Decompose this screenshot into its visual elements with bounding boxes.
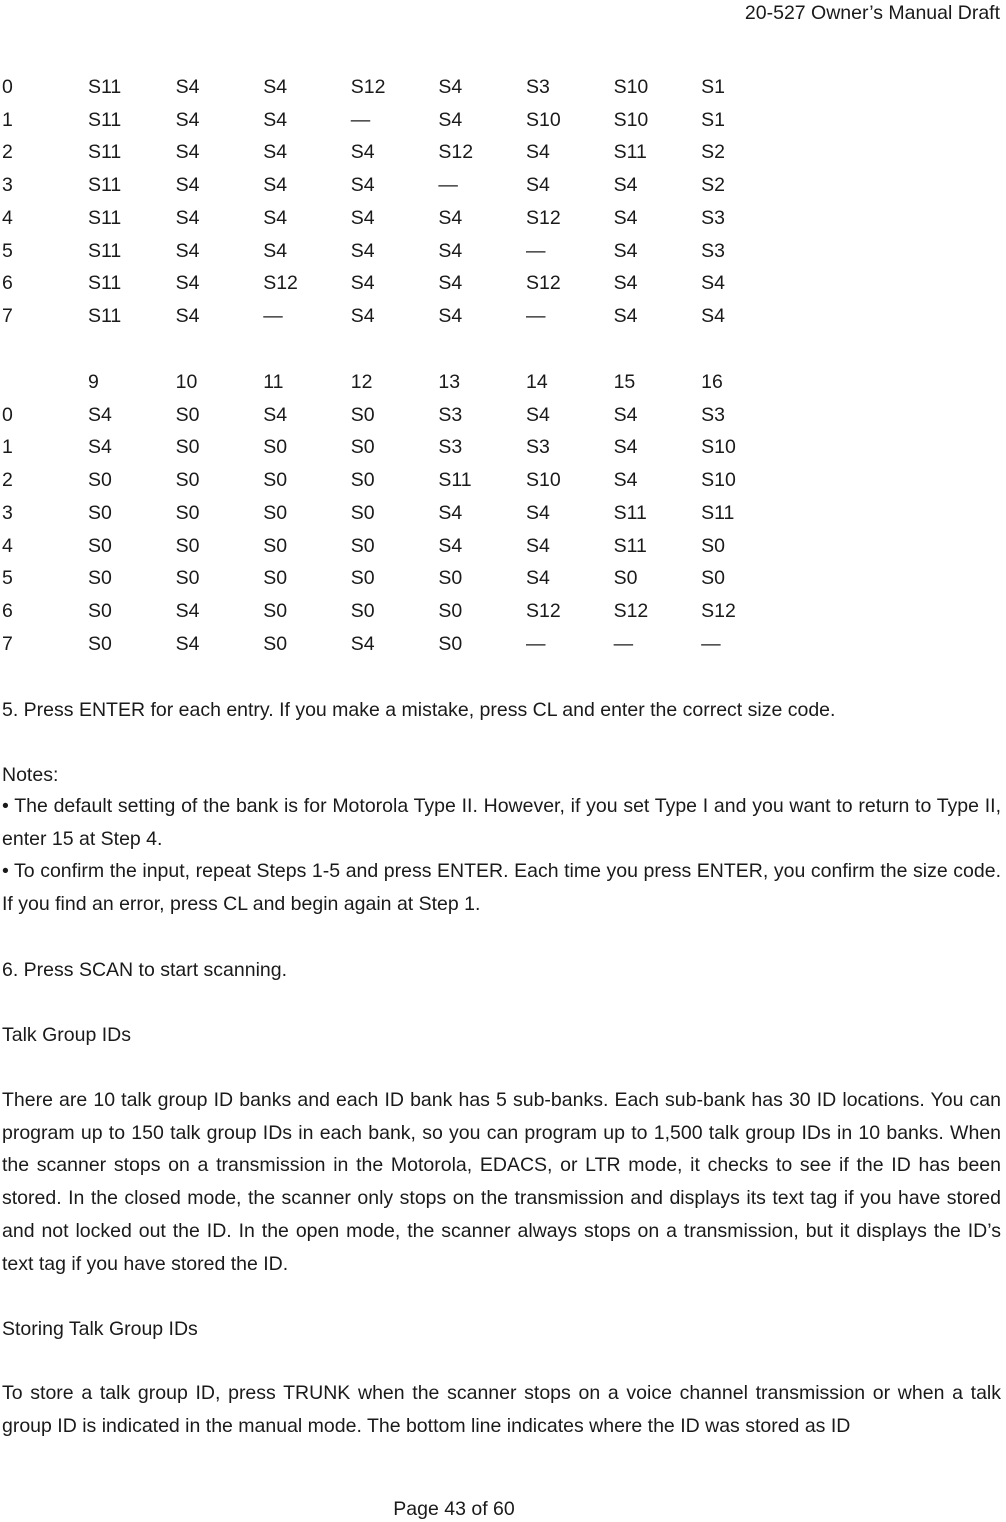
- table-cell: S3: [525, 436, 550, 459]
- table-cell: S4: [525, 403, 550, 426]
- row-label: 0: [2, 76, 13, 98]
- table-cell: —: [613, 632, 634, 655]
- column-header: 12: [350, 371, 373, 393]
- table-cell: S4: [613, 272, 638, 295]
- table-row: [2, 202, 789, 235]
- table-cell: S4: [613, 304, 638, 327]
- table-row: [2, 464, 789, 497]
- table-cell: S0: [263, 436, 288, 459]
- table-cell: S0: [263, 501, 288, 524]
- table-cell: S4: [613, 436, 638, 459]
- table-cell: S11: [88, 206, 122, 229]
- table-cell: S1: [701, 108, 726, 131]
- table-cell: S0: [701, 567, 726, 590]
- table-cell: S11: [88, 141, 122, 164]
- table-cell: S0: [88, 469, 112, 492]
- table-cell: S11: [613, 501, 647, 524]
- table-cell: S4: [525, 534, 550, 557]
- table-cell: S4: [175, 141, 200, 164]
- table-cell: S3: [438, 436, 463, 459]
- talk-group-heading: Talk Group IDs: [2, 1024, 131, 1046]
- table-cell: —: [525, 304, 546, 327]
- table-row: [2, 300, 789, 333]
- table-cell: S4: [263, 76, 288, 98]
- table-cell: S4: [175, 174, 200, 197]
- table-cell: —: [438, 174, 458, 197]
- table-cell: S4: [438, 239, 463, 262]
- table-cell: S0: [613, 567, 638, 590]
- table-cell: S12: [525, 599, 561, 622]
- table-cell: S10: [701, 436, 736, 459]
- table-cell: S0: [350, 599, 375, 622]
- row-label: 5: [2, 567, 13, 590]
- table-cell: S4: [350, 206, 375, 229]
- table-cell: S4: [438, 501, 463, 524]
- table-cell: S3: [438, 403, 463, 426]
- table-row: [2, 562, 789, 595]
- table-cell: S4: [525, 567, 550, 590]
- table-cell: S10: [525, 469, 561, 492]
- table-cell: S0: [350, 567, 375, 590]
- table-cell: S12: [263, 272, 298, 295]
- talk-group-body: There are 10 talk group ID banks and each ID bank has 5 sub-banks. Each sub-bank has 30 ID locations. You can program up to 150 talk group IDs in each bank, so you can program up to 1,500 talk group IDs in 10 banks. When the scanner stops on a transmission in the Motorola, EDACS, or LTR mode, it checks to see if the ID has been stored. In the closed mode, the scanner only stops on the transmission and displays its text tag if you have stored and not locked out the ID. In the open mode, the scanner always stops on a transmission, but it displays the ID’s text tag if you have stored the ID.: [2, 1089, 1001, 1275]
- table-cell: S12: [350, 76, 386, 98]
- table-cell: S12: [525, 272, 561, 295]
- row-label: 6: [2, 599, 13, 622]
- table-cell: S0: [263, 534, 288, 557]
- table-cell: S10: [525, 108, 561, 131]
- table-cell: S0: [438, 599, 463, 622]
- column-header: 15: [613, 371, 636, 393]
- table-row: [2, 431, 789, 464]
- table-cell: S4: [613, 469, 638, 492]
- table-cell: S0: [350, 403, 375, 426]
- table-cell: —: [263, 304, 283, 327]
- table-cell: S4: [525, 141, 550, 164]
- table-cell: S0: [175, 501, 200, 524]
- document-header: 20-527 Owner’s Manual Draft: [744, 2, 1000, 24]
- table-cell: S4: [350, 141, 375, 164]
- column-header: 9: [88, 371, 99, 393]
- table-cell: S4: [613, 174, 638, 197]
- table-cell: S4: [525, 501, 550, 524]
- table-cell: S4: [438, 534, 463, 557]
- table-row: [2, 104, 789, 137]
- table-row: [2, 530, 789, 563]
- table-cell: S0: [263, 469, 288, 492]
- table-cell: S11: [701, 501, 735, 524]
- row-label: 1: [2, 108, 13, 131]
- table-cell: S4: [701, 304, 726, 327]
- table-cell: S0: [350, 501, 375, 524]
- table-cell: S3: [701, 403, 726, 426]
- table-cell: S4: [88, 436, 112, 459]
- table-cell: S11: [88, 304, 122, 327]
- storing-body: To store a talk group ID, press TRUNK when the scanner stops on a voice channel transmission or when a talk group ID is indicated in the manual mode. The bottom line indicates where the ID was stored as ID: [2, 1382, 1001, 1437]
- table-row: [2, 136, 789, 169]
- notes-heading: Notes:: [2, 764, 59, 786]
- table-cell: S2: [701, 141, 726, 164]
- row-label: 2: [2, 141, 13, 164]
- table-cell: —: [350, 108, 371, 131]
- table-cell: S0: [263, 567, 288, 590]
- table-cell: S0: [88, 534, 112, 557]
- column-header: 14: [525, 371, 548, 393]
- size-code-table-upper: [2, 71, 789, 333]
- table-cell: S11: [88, 272, 122, 295]
- table-row: [2, 169, 789, 202]
- table-cell: S10: [613, 76, 649, 98]
- table-cell: S11: [88, 76, 122, 98]
- page-number: Page 43 of 60: [393, 1498, 515, 1520]
- table-cell: S0: [438, 632, 463, 655]
- table-cell: S0: [88, 567, 112, 590]
- table-header-row: [2, 366, 789, 399]
- table-cell: S0: [438, 567, 463, 590]
- table-cell: S2: [701, 174, 726, 197]
- step-5-text: 5. Press ENTER for each entry. If you make a mistake, press CL and enter the correct size code.: [2, 699, 836, 721]
- table-cell: S11: [613, 141, 647, 164]
- table-cell: S4: [175, 76, 200, 98]
- table-cell: S4: [263, 174, 288, 197]
- table-cell: S4: [350, 239, 375, 262]
- table-cell: S4: [263, 239, 288, 262]
- row-label: 4: [2, 534, 13, 557]
- row-label: 3: [2, 501, 13, 524]
- row-label: 4: [2, 206, 13, 229]
- table-cell: S0: [175, 436, 200, 459]
- table-cell: —: [525, 632, 546, 655]
- table-row: [2, 628, 789, 661]
- table-cell: S0: [350, 534, 375, 557]
- table-cell: S4: [350, 304, 375, 327]
- table-cell: S11: [88, 239, 122, 262]
- table-cell: S0: [175, 469, 200, 492]
- table-row: [2, 399, 789, 432]
- table-cell: S4: [175, 206, 200, 229]
- column-header: 10: [175, 371, 198, 393]
- row-label: 1: [2, 436, 13, 459]
- table-row: [2, 595, 789, 628]
- table-cell: S4: [438, 76, 463, 98]
- table-cell: S4: [263, 141, 288, 164]
- table-cell: S4: [613, 403, 638, 426]
- table-cell: S12: [613, 599, 649, 622]
- note-2: • To confirm the input, repeat Steps 1-5 and press ENTER. Each time you press ENTER, you confirm the size code. If you find an error, press CL and begin again at Step 1.: [2, 860, 1001, 915]
- table-cell: S4: [175, 272, 200, 295]
- table-cell: S0: [175, 567, 200, 590]
- table-cell: S10: [701, 469, 736, 492]
- note-1: • The default setting of the bank is for Motorola Type II. However, if you set Type I and you want to return to Type II, enter 15 at Step 4.: [2, 795, 1001, 850]
- table-cell: S12: [701, 599, 736, 622]
- table-cell: S11: [88, 108, 122, 131]
- table-cell: —: [701, 632, 721, 655]
- table-cell: S4: [613, 206, 638, 229]
- step-6-text: 6. Press SCAN to start scanning.: [2, 959, 288, 981]
- table-cell: S4: [438, 108, 463, 131]
- table-cell: S4: [701, 272, 726, 295]
- table-cell: S3: [701, 239, 726, 262]
- table-cell: S0: [175, 403, 200, 426]
- table-cell: S0: [350, 469, 375, 492]
- table-cell: S4: [175, 599, 200, 622]
- table-cell: S4: [613, 239, 638, 262]
- table-cell: S4: [350, 174, 375, 197]
- row-label: 0: [2, 403, 13, 426]
- table-row: [2, 267, 789, 300]
- row-label: 3: [2, 174, 13, 197]
- table-cell: S4: [88, 403, 112, 426]
- table-cell: S4: [175, 632, 200, 655]
- table-cell: S4: [350, 272, 375, 295]
- table-cell: S0: [701, 534, 726, 557]
- table-cell: S4: [175, 108, 200, 131]
- row-label-blank: [2, 366, 88, 399]
- table-row: [2, 71, 789, 104]
- size-code-table-lower: [2, 366, 789, 660]
- table-cell: S3: [701, 206, 726, 229]
- table-row: [2, 235, 789, 268]
- table-cell: S0: [350, 436, 375, 459]
- table-cell: S4: [175, 304, 200, 327]
- table-cell: S1: [701, 76, 726, 98]
- table-cell: S3: [525, 76, 550, 98]
- table-cell: S12: [438, 141, 474, 164]
- table-cell: —: [525, 239, 546, 262]
- table-cell: S0: [263, 599, 288, 622]
- column-header: 16: [701, 371, 723, 393]
- table-cell: S10: [613, 108, 649, 131]
- table-cell: S4: [175, 239, 200, 262]
- table-cell: S4: [438, 206, 463, 229]
- row-label: 2: [2, 469, 13, 492]
- row-label: 5: [2, 239, 13, 262]
- table-cell: S11: [88, 174, 122, 197]
- table-cell: S0: [175, 534, 200, 557]
- table-cell: S12: [525, 206, 561, 229]
- row-label: 7: [2, 304, 13, 327]
- row-label: 7: [2, 632, 13, 655]
- column-header: 11: [263, 371, 284, 393]
- table-cell: S4: [525, 174, 550, 197]
- table-cell: S0: [88, 632, 112, 655]
- table-row: [2, 497, 789, 530]
- table-cell: S4: [350, 632, 375, 655]
- table-cell: S4: [263, 108, 288, 131]
- table-cell: S0: [88, 501, 112, 524]
- table-cell: S11: [613, 534, 647, 557]
- table-cell: S4: [263, 403, 288, 426]
- table-cell: S0: [88, 599, 112, 622]
- column-header: 13: [438, 371, 461, 393]
- table-cell: S0: [263, 632, 288, 655]
- storing-heading: Storing Talk Group IDs: [2, 1318, 198, 1340]
- table-cell: S4: [438, 272, 463, 295]
- table-cell: S4: [263, 206, 288, 229]
- table-cell: S4: [438, 304, 463, 327]
- table-cell: S11: [438, 469, 472, 492]
- row-label: 6: [2, 272, 13, 295]
